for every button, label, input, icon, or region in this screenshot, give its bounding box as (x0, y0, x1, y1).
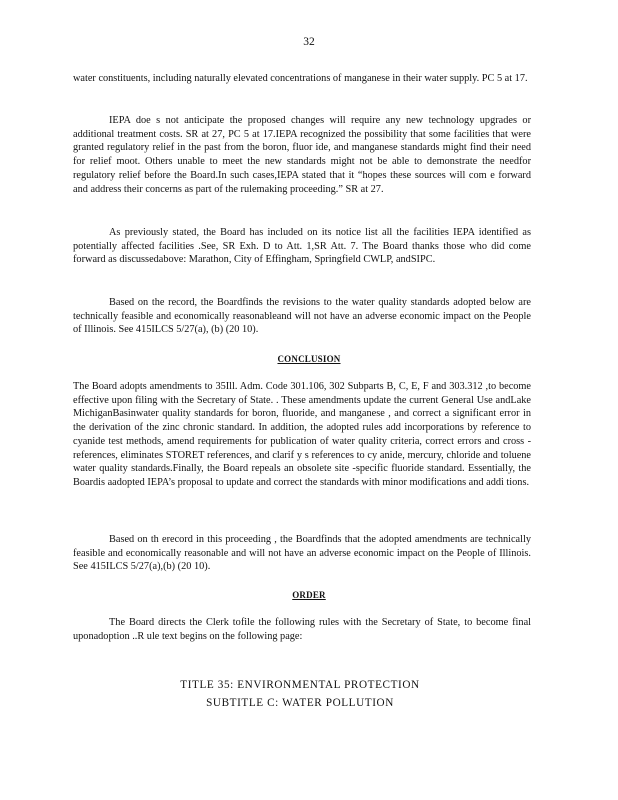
paragraph-board-finds (73, 296, 531, 337)
paragraph-water-constituents (73, 72, 531, 86)
paragraph-text: Based on the record, the Boardfinds the revisions to the water quality standards adopted below are technically feasible and economically reasonableand will not have an adverse economic impact on the People of Illinois. See 415ILCS 5/27(a), (b) (20 10). (73, 297, 531, 336)
paragraph-conclusion-findings (73, 533, 531, 574)
rule-title: TITLE 35: ENVIRONMENTAL PROTECTION (180, 679, 420, 691)
conclusion-heading: CONCLUSION (277, 354, 341, 364)
paragraph-text: IEPA doe s not anticipate the proposed changes will require any new technology upgrades or additional treatment costs. SR at 27, PC 5 at 17.IEPA recognized the possibility that some facilities that were granted regulatory relief in the past from the boron, fluor ide, and manganese standards might find their need for relief moot. Others unable to meet the new standards might not be able to demonstrate the needfor regulatory relief before the Board.In such cases,IEPA stated that it “hopes these sources will com e forward and address their concerns as part of the rulemaking proceeding.” SR at 27. (73, 115, 531, 195)
paragraph-text: water constituents, including naturally elevated concentrations of manganese in their water supply. PC 5 at 17. (73, 73, 528, 84)
paragraph-order (73, 616, 531, 643)
order-heading: ORDER (292, 590, 326, 600)
paragraph-text: The Board adopts amendments to 35Ill. Adm. Code 301.106, 302 Subparts B, C, E, F and 303.312 ,to become effective upon filing with the Secretary of State. . These amendments update the current General Use andLake MichiganBasinwater quality standards for boron, fluoride, and manganese , and correct a significant error in the derivation of the zinc chronic standard. In addition, the adopted rules add incorporations by reference to cyanide test methods, amend requirements for publication of water quality criteria, correct errors and cross -references, eliminates STORET references, and clarif y s references to cy anide, mercury, chloride and toluene water quality standards.Finally, the Board repeals an obsolete site -specific fluoride standard. Essentially, the Boardis aadopted IEPA’s proposal to update and correct the standards with minor modifications and addi tions. (73, 381, 531, 488)
page-number: 32 (303, 36, 315, 48)
paragraph-text: As previously stated, the Board has included on its notice list all the facilities IEPA identified as potentially affected facilities .See, SR Exh. D to Att. 1,SR Att. 7. The Board thanks those who did come forward as discussedabove: Marathon, City of Effingham, Springfield CWLP, andSIPC. (73, 227, 531, 266)
paragraph-iepa-costs (73, 114, 531, 196)
rule-subtitle: SUBTITLE C: WATER POLLUTION (206, 697, 394, 709)
paragraph-text: Based on th erecord in this proceeding , the Boardfinds that the adopted amendments are technically feasible and economically reasonable and will not have an adverse economic impact on the People of Illinois. See 415ILCS 5/27(a),(b) (20 10). (73, 534, 531, 573)
paragraph-conclusion (73, 380, 531, 490)
paragraph-text: The Board directs the Clerk tofile the following rules with the Secretary of State, to become final uponadoption ..R ule text begins on the following page: (73, 617, 531, 642)
paragraph-affected-facilities (73, 226, 531, 267)
